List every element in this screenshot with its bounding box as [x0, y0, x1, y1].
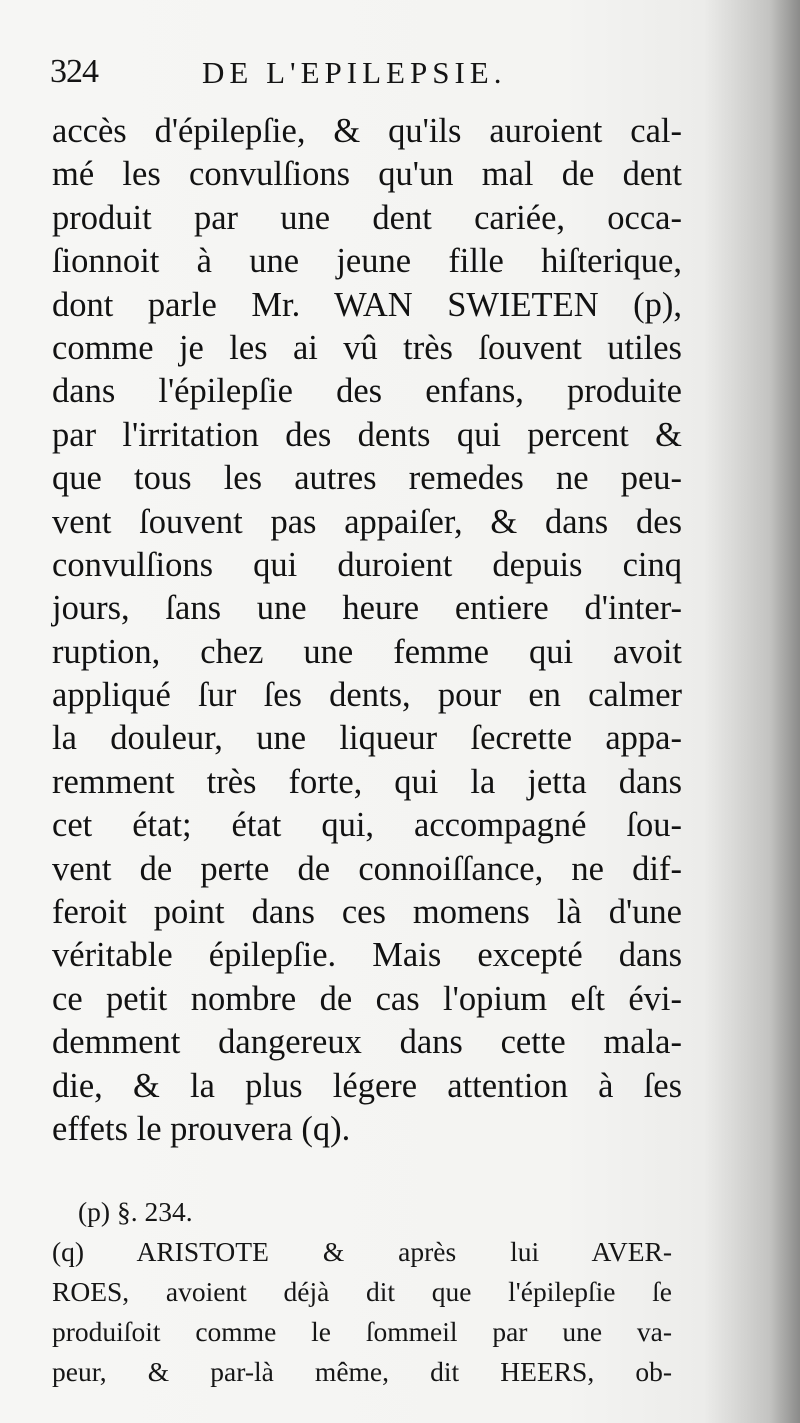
text-line: convulſions qui duroient depuis cinq [52, 545, 682, 584]
text-line: que tous les autres remedes ne peu- [52, 459, 682, 498]
text-line: la douleur, une liqueur ſecrette appa- [52, 719, 682, 758]
running-title: DE L'EPILEPSIE. [202, 55, 507, 90]
footnote-line: peur, & par-là même, dit HEERS, ob- [52, 1356, 672, 1387]
text-line: ce petit nombre de cas l'opium eſt évi- [52, 979, 682, 1018]
text-line: demment dangereux dans cette mala- [52, 1023, 682, 1062]
text-line: jours, ſans une heure entiere d'inter- [52, 589, 682, 628]
text-line: mé les convulſions qu'un mal de dent [52, 155, 682, 194]
text-line: appliqué ſur ſes dents, pour en calmer [52, 676, 682, 715]
text-line: ſionnoit à une jeune fille hiſterique, [52, 242, 682, 281]
text-line: effets le prouvera (q). [52, 1109, 351, 1148]
text-line: produit par une dent cariée, occa- [52, 198, 682, 237]
page-number: 324 [50, 53, 98, 90]
footnote-q: (q) ARISTOTE & après lui AVER- [52, 1236, 672, 1267]
text-line: véritable épilepſie. Mais excepté dans [52, 936, 682, 975]
text-line: vent ſouvent pas appaiſer, & dans des [52, 502, 682, 541]
text-line: par l'irritation des dents qui percent & [52, 415, 682, 454]
text-line: cet état; état qui, accompagné ſou- [52, 806, 682, 845]
text-line: comme je les ai vû très ſouvent utiles [52, 328, 682, 367]
text-line: ruption, chez une femme qui avoit [52, 632, 682, 671]
page-edge-shadow [770, 0, 800, 1423]
footnote-line: ROES, avoient déjà dit que l'épilepſie ſe [52, 1276, 672, 1307]
text-line: remment très forte, qui la jetta dans [52, 762, 682, 801]
text-line: dans l'épilepſie des enfans, produite [52, 372, 682, 411]
text-line: accès d'épilepſie, & qu'ils auroient cal- [52, 112, 682, 150]
text-line: feroit point dans ces momens là d'une [52, 893, 682, 932]
running-head [50, 52, 670, 96]
body-text [52, 110, 682, 1151]
footnote-p: (p) §. 234. [78, 1196, 193, 1227]
text-line: die, & la plus légere attention à ſes [52, 1066, 682, 1105]
footnote-line: produiſoit comme le ſommeil par une va- [52, 1316, 672, 1347]
text-line: vent de perte de connoiſſance, ne dif- [52, 849, 682, 888]
text-line: dont parle Mr. WAN SWIETEN (p), [52, 285, 682, 324]
footnotes [52, 1192, 672, 1392]
